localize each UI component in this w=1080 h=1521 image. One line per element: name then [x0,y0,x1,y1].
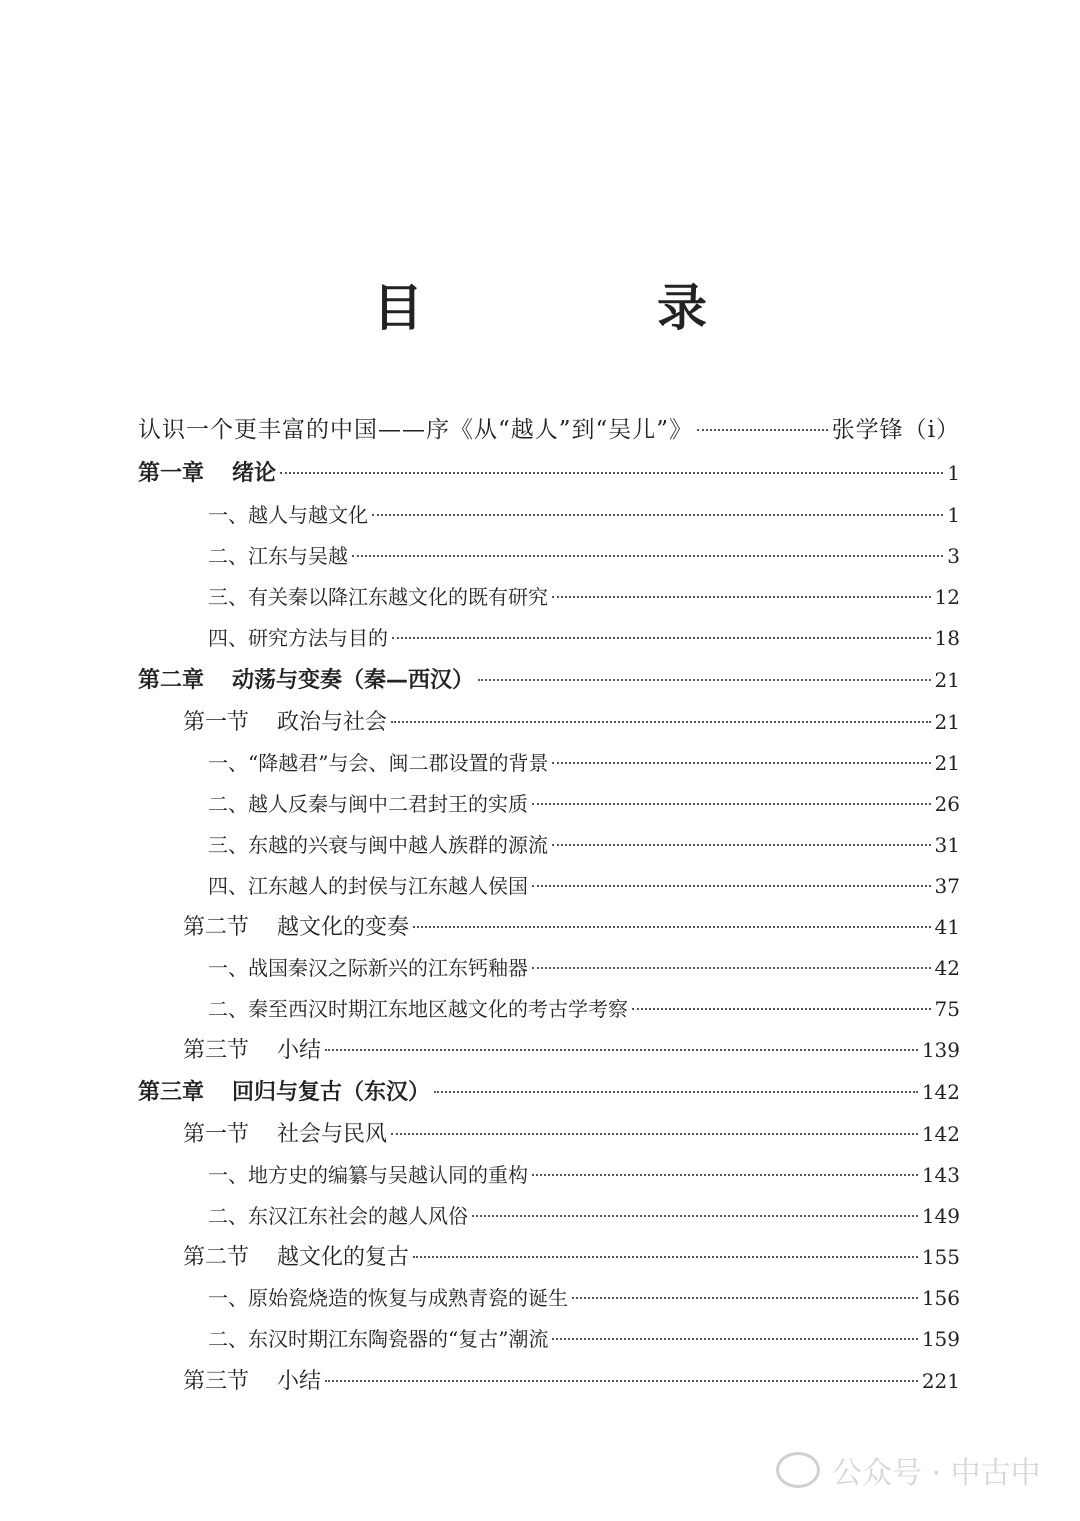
page-number: 12 [934,585,960,609]
toc-item[interactable] [208,786,960,822]
page-number: 41 [934,915,960,939]
chapter-number: 第一章 [138,461,205,486]
page-number: 21 [934,710,960,734]
page-number: 21 [934,751,960,775]
dot-leader [532,1173,918,1176]
item-label: 二、秦至西汉时期江东地区越文化的考古学考察 [208,997,628,1021]
page-number: 37 [934,874,960,898]
dot-leader [532,884,931,887]
dot-leader [572,1296,918,1299]
toc-section[interactable] [183,909,960,945]
section-title: 越文化的变奏 [277,915,410,940]
toc-item[interactable] [208,1280,960,1316]
page-number: 42 [934,956,960,980]
chapter-title: 动荡与变奏（秦—西汉） [232,668,475,693]
item-label: 二、江东与吴越 [208,544,348,568]
item-label: 三、有关秦以降江东越文化的既有研究 [208,585,548,609]
toc-item[interactable] [208,579,960,615]
page-number: 18 [934,626,960,650]
section-label [183,1240,409,1276]
toc-chapter[interactable] [138,455,960,491]
page-number: 75 [934,997,960,1021]
section-title: 小结 [277,1369,322,1394]
toc-section[interactable] [183,1116,960,1152]
toc-item[interactable] [208,950,960,986]
toc-item[interactable] [208,745,960,781]
toc-item[interactable] [208,991,960,1027]
dot-leader [552,761,930,764]
dot-leader [372,513,943,516]
dot-leader [391,720,931,723]
dot-leader [413,925,931,928]
section-label [183,1033,321,1069]
section-title: 越文化的复古 [277,1245,410,1270]
item-label: 四、江东越人的封侯与江东越人侯国 [208,874,528,898]
toc-item[interactable] [208,827,960,863]
toc-item[interactable] [208,497,960,533]
section-number: 第一节 [183,710,250,735]
page-number: 1 [947,503,960,527]
section-number: 第一节 [183,1122,250,1147]
page-number: 159 [921,1327,960,1351]
item-label: 一、战国秦汉之际新兴的江东钙釉器 [208,956,528,980]
section-number: 第二节 [183,915,250,940]
preface-label: 认识一个更丰富的中国——序《从“越人”到“吴儿”》 [138,417,694,443]
page-number: 143 [921,1163,960,1187]
item-label: 四、研究方法与目的 [208,626,388,650]
item-label: 二、东汉江东社会的越人风俗 [208,1204,468,1228]
chapter-number: 第三章 [138,1080,205,1105]
chapter-number: 第二章 [138,668,205,693]
dot-leader [434,1090,918,1093]
dot-leader [391,1132,918,1135]
page-number: 221 [921,1369,960,1393]
toc-section[interactable] [183,1363,960,1399]
page-number: 1 [947,461,960,485]
section-label [183,910,409,946]
dot-leader [325,1379,918,1382]
page-number: 142 [921,1080,960,1104]
page-number: 139 [921,1038,960,1062]
section-number: 第二节 [183,1245,250,1270]
page-number: 26 [934,792,960,816]
dot-leader [552,1337,917,1340]
page-number: 31 [934,833,960,857]
item-label: 二、越人反秦与闽中二君封王的实质 [208,792,528,816]
dot-leader [352,554,943,557]
page-number: 156 [921,1286,960,1310]
toc-section[interactable] [183,1239,960,1275]
dot-leader [478,678,931,681]
section-title: 政治与社会 [277,710,388,735]
chapter-title: 回归与复古（东汉） [232,1080,431,1105]
dot-leader [632,1007,931,1010]
dot-leader [472,1214,918,1217]
page-number: 21 [934,668,960,692]
dot-leader [697,428,828,431]
item-label: 一、越人与越文化 [208,503,368,527]
toc-item[interactable] [208,868,960,904]
chapter-label [138,456,276,492]
toc-item[interactable] [208,1198,960,1234]
dot-leader [552,595,931,598]
watermark-text: 公众号 · 中古中 [832,1456,1041,1491]
toc-item[interactable] [208,620,960,656]
section-title: 小结 [277,1038,322,1063]
section-label [183,705,387,741]
chapter-label [138,1075,430,1111]
toc-item[interactable] [208,1157,960,1193]
toc-chapter[interactable] [138,1074,960,1110]
toc-preface[interactable] [138,412,960,448]
toc-section[interactable] [183,704,960,740]
chapter-label [138,663,474,699]
dot-leader [325,1048,918,1051]
watermark [776,1440,1076,1500]
section-label [183,1117,387,1153]
section-number: 第三节 [183,1369,250,1394]
item-label: 一、地方史的编纂与吴越认同的重构 [208,1163,528,1187]
section-label [183,1364,321,1400]
toc-chapter[interactable] [138,662,960,698]
toc-item[interactable] [208,538,960,574]
page-number: 3 [947,544,960,568]
toc-item[interactable] [208,1321,960,1357]
toc-section[interactable] [183,1032,960,1068]
page-number: 142 [921,1122,960,1146]
dot-leader [552,843,931,846]
preface-author: 张学锋（i） [831,417,960,443]
item-label: 二、东汉时期江东陶瓷器的“复古”潮流 [208,1327,549,1351]
section-title: 社会与民风 [277,1122,388,1147]
page-number: 155 [921,1245,960,1269]
item-label: 一、“降越君”与会、闽二郡设置的背景 [208,751,549,775]
dot-leader [413,1255,918,1258]
dot-leader [532,802,931,805]
dot-leader [532,966,931,969]
item-label: 三、东越的兴衰与闽中越人族群的源流 [208,833,548,857]
chapter-title: 绪论 [232,461,277,486]
item-label: 一、原始瓷烧造的恢复与成熟青瓷的诞生 [208,1286,568,1310]
wechat-icon [776,1452,820,1488]
dot-leader [280,471,943,474]
section-number: 第三节 [183,1038,250,1063]
dot-leader [392,636,931,639]
page-title: 目 录 [373,279,799,337]
page-number: 149 [921,1204,960,1228]
